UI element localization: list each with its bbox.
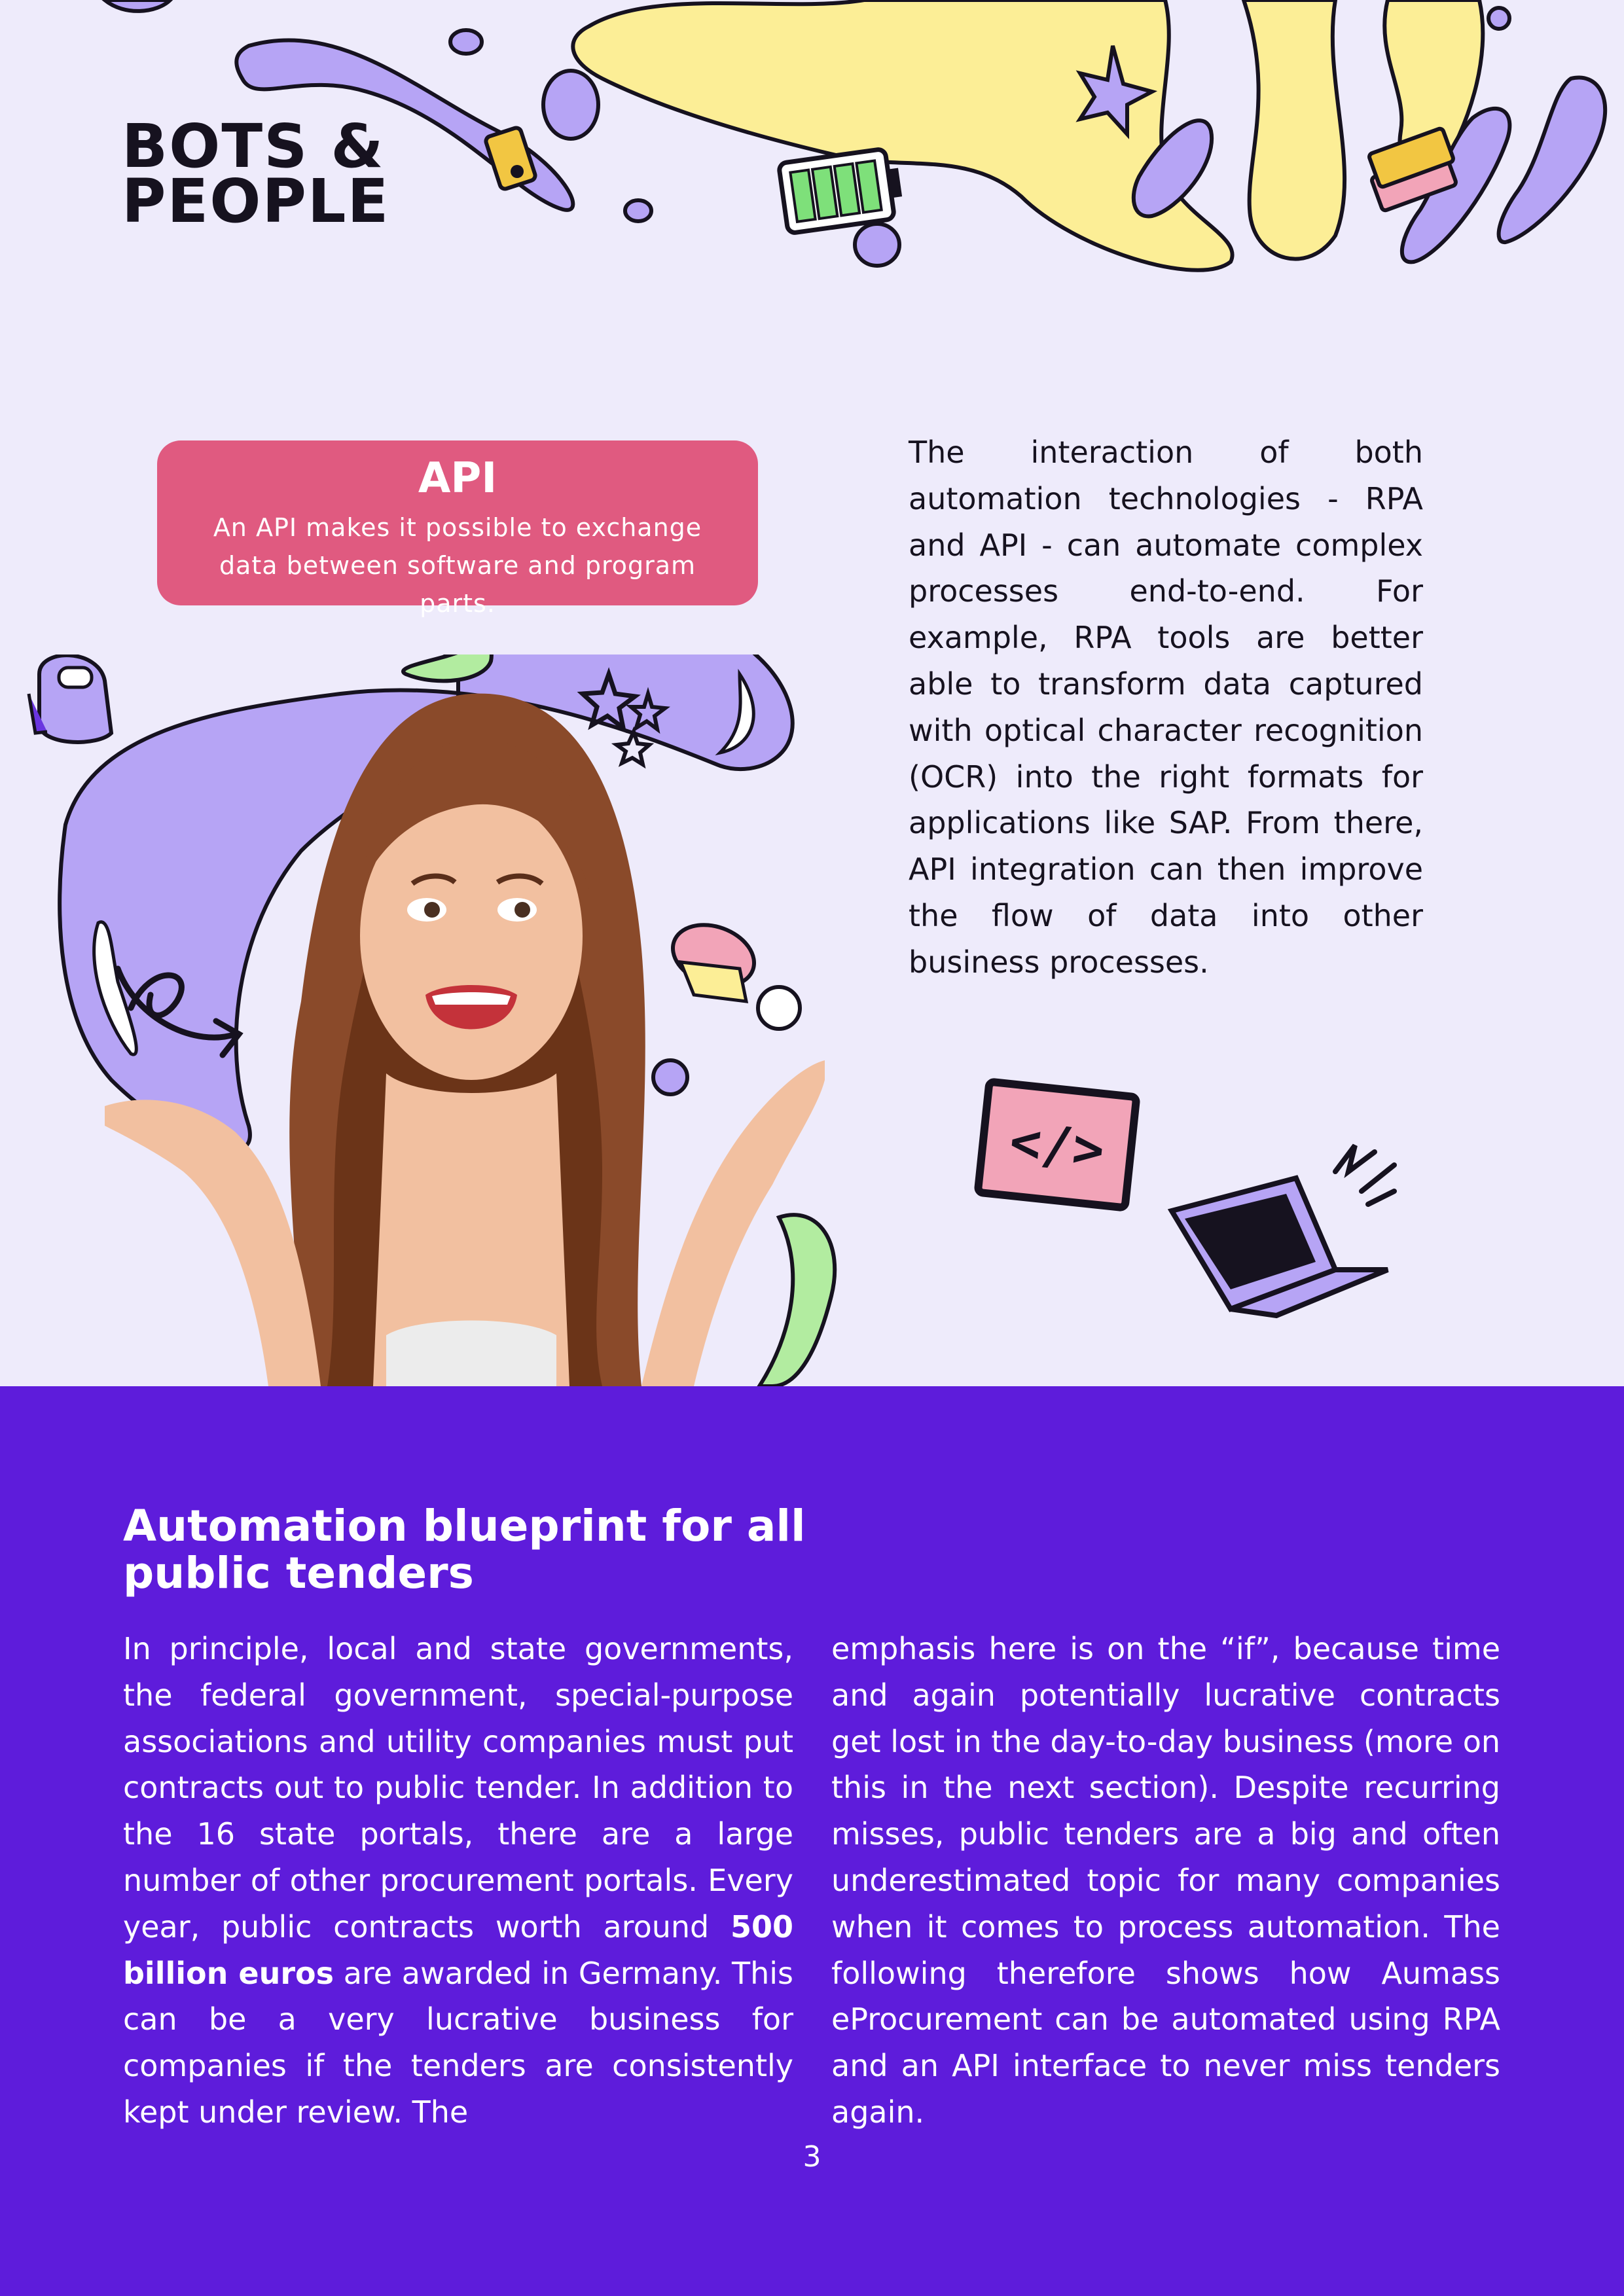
battery-icon: [778, 149, 902, 234]
purple-blob-top: [105, 0, 170, 11]
code-tag-icon: [978, 1082, 1137, 1208]
code-tag-symbol: </>: [1007, 1110, 1108, 1181]
purple-dot: [450, 30, 482, 54]
section-heading: Automation blueprint for all public tenders: [123, 1501, 806, 1598]
excited-woman-photo: [105, 674, 825, 1386]
purple-dot: [855, 224, 899, 266]
api-box-description: An API makes it possible to exchange data between software and program parts.: [213, 513, 702, 618]
purple-streak: [1499, 77, 1606, 242]
intro-paragraph: The interaction of both automation technologies - RPA and API - can automate complex processes end-to-end. For example, RPA tools are better able to transform data captured with optical character recognition (OCR) into the right formats for applications like SAP. From there, API integration can then improve the flow of data into other business processes.: [909, 435, 1423, 980]
body-column-right: emphasis here is on the “if”, because time and again potentially lucrative contracts get lost in the day-to-day business (more on this in the next section). Despite recurring misses, public tenders are a big and often underestimated topic for many companies when it comes to process automation. The following therefore shows how Aumass eProcurement can be automated using RPA and an API interface to never miss tenders again.: [831, 1631, 1500, 2130]
api-box-title: API: [418, 454, 497, 503]
helmet-bot-icon: [29, 655, 111, 742]
tech-icons: [969, 1073, 1453, 1322]
api-definition-box: [157, 440, 758, 618]
purple-dot: [543, 71, 598, 139]
tiny-robot-icon: [484, 126, 536, 190]
body-column-left: [123, 1626, 793, 2136]
purple-dot: [1489, 8, 1509, 29]
laptop-icon: [1172, 1145, 1394, 1316]
yellow-splash-right: [1244, 0, 1344, 259]
left-text-end: are awarded in Germany. This can be a very lucrative business for companies if the tenders are consistently kept under review. The: [123, 1955, 793, 2130]
purple-dot: [625, 200, 651, 221]
left-text-start: In principle, local and state governments, the federal government, special-purpose associations and utility companies must put contracts out to public tender. In addition to the 16 state portals, there are a large number of other procurement portals. Every year, public contracts worth around: [123, 1631, 793, 1945]
yellow-splash-shape: [573, 0, 1232, 270]
brand-logo-text: BOTS & PEOPLE: [122, 111, 390, 236]
left-text-bold: 500 billion euros: [123, 1909, 793, 1991]
page-number: 3: [803, 2140, 821, 2174]
